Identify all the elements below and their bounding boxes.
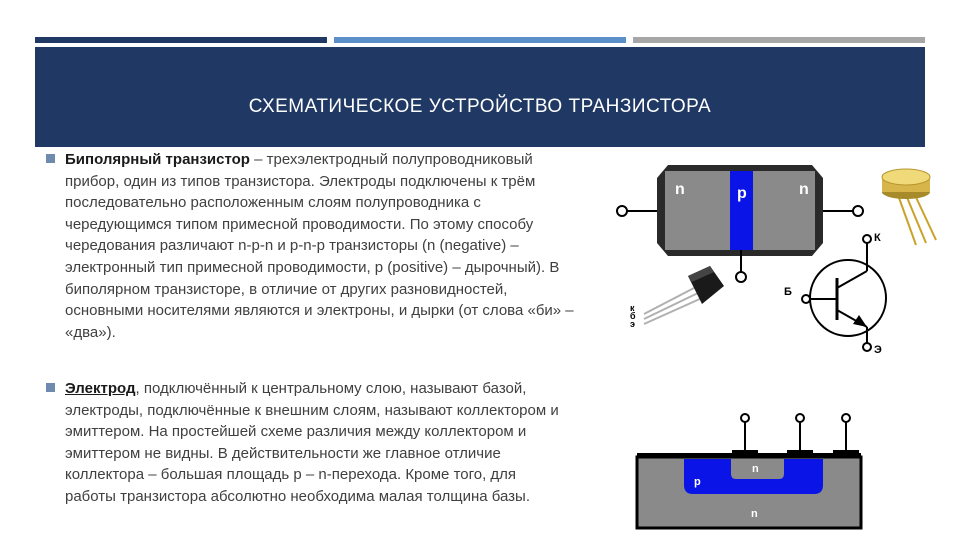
bullet-paragraph-2 [65,378,565,508]
planar-transistor-diagram [630,410,870,535]
bullet-text-1: – трехэлектродный полупроводниковый прибор, один из типов транзистора. Электроды подключены к трём последовательно расположенным слоям полупроводника с чередующимся типом примесной проводимости. По этому способу чередования различают n-p-n и p-n-p транзисторы (n (negative) – электронный тип примесной проводимости, p (positive) – дырочный). В биполярном транзисторе, в отличие от других разновидностей, основными носителями являются и электроны, и дырки (от слова «би» – «два»). [65,151,574,341]
bullet-paragraph-1 [65,149,580,343]
planar-p-label: p [694,476,701,488]
planar-n-substrate-label: n [751,508,758,520]
planar-n-inner-label: n [752,463,759,475]
term-bipolar-transistor: Биполярный транзистор [65,151,250,168]
pin-e-label: э [630,319,635,329]
plastic-transistor-image [628,262,728,332]
base-label: Б [784,286,792,298]
n-layer-left-label: n [675,181,685,198]
pin-k-label: к [630,303,635,313]
term-electrode: Электрод [65,380,136,397]
bullet-text-2: , подключённый к центральному слою, называют базой, электроды, подключённые к внешним слоям, называют коллектором и эмиттером. На простейшей схеме различия между коллектором и эмиттером не видны. В действительности же главное отличие коллектора – большая площадь p – n-перехода. Кроме того, для работы транзистора абсолютно необходима малая толщина базы. [65,380,559,505]
accent-bar-gray [633,37,925,43]
collector-label: К [874,232,881,244]
title-banner [35,47,925,147]
accent-bar-blue [334,37,626,43]
emitter-label: Э [874,344,882,356]
n-layer-right-label: n [799,181,809,198]
p-layer-label: p [737,185,747,202]
pin-b-label: б [630,311,636,321]
bullet-marker [46,154,55,163]
accent-bar-dark [35,37,327,43]
transistor-symbol [780,225,900,355]
bullet-marker [46,383,55,392]
slide-title: СХЕМАТИЧЕСКОЕ УСТРОЙСТВО ТРАНЗИСТОРА [248,96,712,117]
